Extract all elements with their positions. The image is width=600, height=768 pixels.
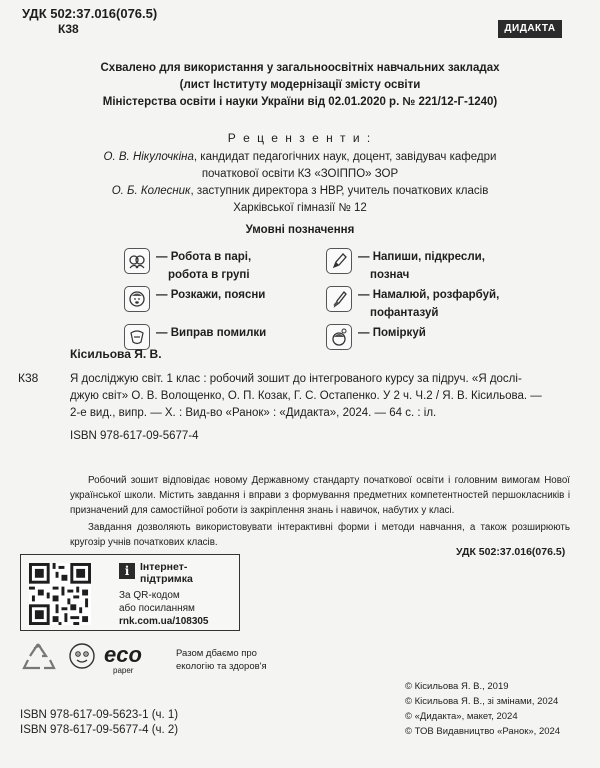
catalog-line: Я досліджую світ. 1 клас : робочий зошит до інтегрованого курсу за підруч. «Я дослі- — [70, 373, 522, 385]
internet-support-title — [140, 561, 193, 585]
approval-line: (лист Інституту модернізації змісту освіти — [179, 79, 421, 91]
udk-code-top: УДК 502:37.016(076.5) — [22, 6, 158, 21]
internet-support-line: або посиланням — [119, 603, 195, 614]
author-sign-top: К38 — [58, 22, 79, 36]
publisher-logo: ДИДАКТА — [498, 20, 562, 38]
reviewer-1-role-cont: початкової освіти КЗ «ЗОІППО» ЗОР — [201, 168, 399, 180]
eco-paper-logo: eco — [104, 642, 142, 667]
internet-support-line: За QR-кодом — [119, 590, 180, 601]
thinking-icon — [326, 324, 352, 350]
internet-support-box — [20, 554, 240, 631]
eco-slogan-line: Разом дбаємо про — [176, 648, 257, 659]
legend-item-draw — [326, 286, 499, 322]
eco-paper-logo-sub: paper — [113, 666, 134, 675]
copyright-block — [405, 679, 560, 739]
legend-label: — Напиши, підкресли, — [358, 251, 485, 263]
eco-slogan — [176, 647, 267, 673]
reviewer-1-role: , кандидат педагогічних наук, доцент, завідувач кафедри — [193, 151, 497, 163]
legend-label-cont: пофантазуй — [370, 307, 439, 319]
reviewer-1-name: О. В. Нікулочкіна — [103, 151, 194, 163]
legend-label: — Намалюй, розфарбуй, — [358, 289, 500, 301]
approval-line: Схвалено для використання у загальноосвітніх навчальних закладах — [100, 62, 500, 74]
internet-support-link[interactable]: rnk.com.ua/108305 — [119, 616, 209, 627]
catalog-author: Кісильова Я. В. — [70, 347, 162, 361]
legend-item-write — [326, 248, 485, 284]
catalog-author-sign: К38 — [18, 371, 39, 385]
info-icon: i — [119, 563, 135, 579]
reviewers-heading: Р е ц е н з е н т и : — [227, 131, 373, 145]
legend-label: — Виправ помилки — [156, 327, 267, 339]
annotation-paragraph: Завдання дозволяють використовувати інтерактивні форми і методи навчання, а також розширюють кругозір учнів початкових класів. — [70, 522, 570, 548]
approval-block — [0, 60, 600, 111]
legend-label-cont: познач — [370, 269, 410, 281]
copyright-line: © Кісильова Я. В., зі змінами, 2024 — [405, 696, 559, 707]
internet-support-text — [119, 589, 209, 628]
copyright-line: © ТОВ Видавництво «Ранок», 2024 — [405, 726, 561, 737]
approval-line: Міністерства освіти і науки України від 02.01.2020 р. № 221/12-Г-1240) — [102, 96, 498, 108]
copyright-line: © Кісильова Я. В., 2019 — [405, 681, 509, 692]
legend-item-think — [326, 324, 426, 350]
reviewer-2 — [0, 183, 600, 200]
reviewer-2-role: , заступник директора з НВР, учитель початкових класів — [190, 185, 489, 197]
legend-label-cont: робота в групі — [168, 269, 250, 281]
eco-logos — [20, 640, 170, 681]
legend-item-pair-work — [124, 248, 251, 284]
qr-code-icon[interactable] — [29, 563, 91, 625]
legend-title: Умовні позначення — [245, 224, 355, 236]
internet-support-title-line: Інтернет- — [140, 561, 188, 573]
catalog-isbn: ISBN 978-617-09-5677-4 — [70, 430, 199, 442]
legend-label: — Робота в парі, — [156, 251, 252, 263]
catalog-line: джую світ» О. В. Волощенко, О. П. Козак, Г. С. Остапенко. У 2 ч. Ч.2 / Я. В. Кісильова. — — [70, 390, 542, 402]
udk-code-bottom: УДК 502:37.016(076.5) — [456, 546, 566, 558]
recycle-icon — [24, 644, 54, 668]
legend-item-tell — [124, 286, 265, 312]
brush-icon — [326, 286, 352, 312]
pencil-icon — [326, 248, 352, 274]
book-annotation — [70, 473, 570, 550]
copyright-line: © «Дидакта», макет, 2024 — [405, 711, 518, 722]
legend-label: — Поміркуй — [358, 327, 426, 339]
eco-face-icon — [70, 644, 94, 668]
annotation-paragraph: Робочий зошит відповідає новому Державному стандарту початкової освіти і головним вимогам Нової української школи. Містить завдання і вправи з формування предметних компетентностей першокласників і призначений для самостійної роботи із закріплення знань і навичок, набутих у класі. — [70, 475, 570, 516]
speaking-child-icon — [124, 286, 150, 312]
catalog-description — [70, 371, 560, 422]
eco-slogan-line: екологію та здоров'я — [176, 661, 267, 672]
reviewer-2-name: О. Б. Колесник — [111, 185, 191, 197]
catalog-line: 2-е вид., випр. — Х. : Вид-во «Ранок» : «Дидакта», 2024. — 64 с. : іл. — [70, 407, 437, 419]
isbn-line: ISBN 978-617-09-5677-4 (ч. 2) — [20, 724, 179, 736]
isbn-line: ISBN 978-617-09-5623-1 (ч. 1) — [20, 709, 179, 721]
reviewers-block — [0, 149, 600, 217]
isbn-block — [20, 708, 178, 738]
pair-work-icon — [124, 248, 150, 274]
reviewer-2-role-cont: Харківської гімназії № 12 — [233, 202, 367, 214]
reviewer-1 — [0, 149, 600, 166]
internet-support-title-line: підтримка — [140, 573, 193, 585]
legend-label: — Розкажи, поясни — [156, 289, 266, 301]
